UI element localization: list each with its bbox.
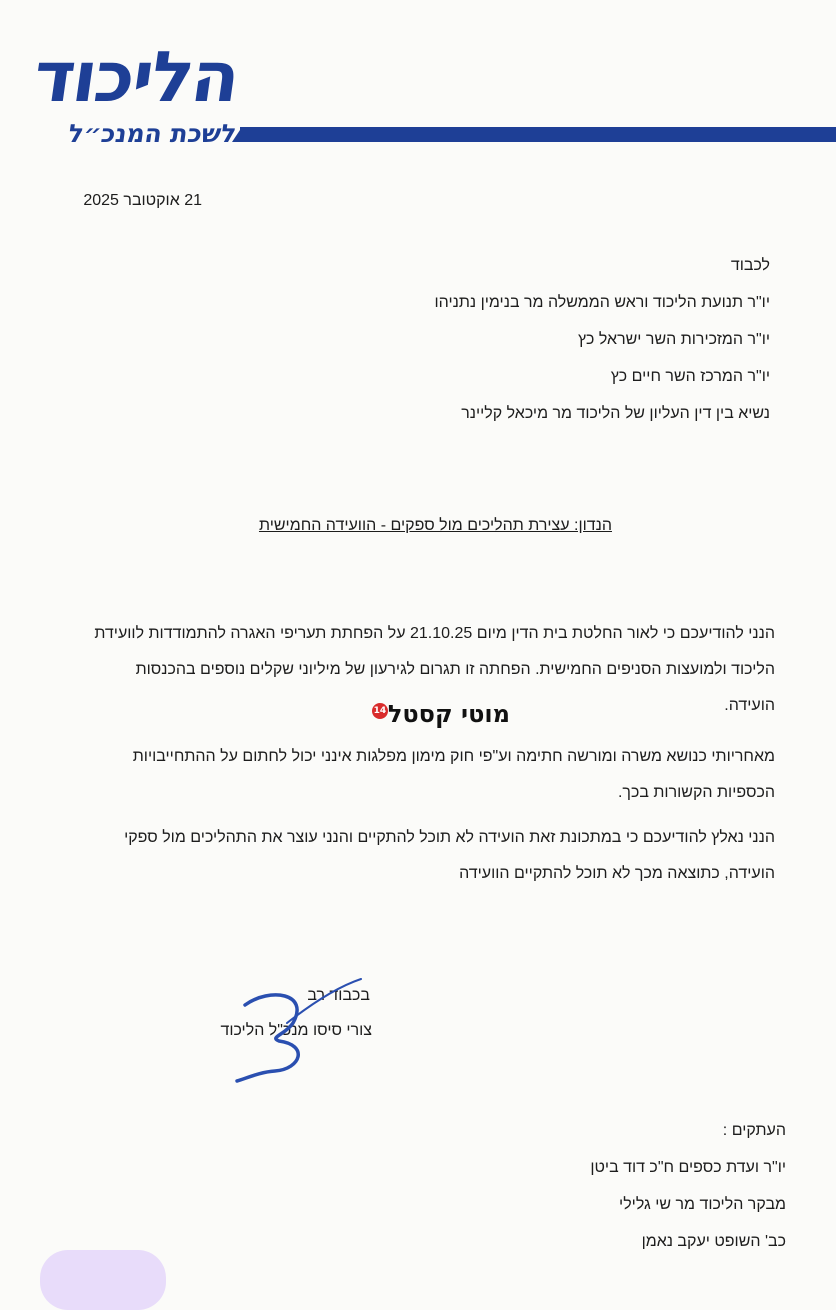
closing-regards: בכבוד רב (307, 987, 370, 1004)
recipient-line: יו"ר המרכז השר חיים כץ (610, 368, 770, 385)
letterhead-bar (240, 127, 836, 142)
recipient-line: נשיא בין דין העליון של הליכוד מר מיכאל קליינר (461, 405, 770, 422)
copy-recipient: יו"ר ועדת כספים ח"כ דוד ביטן (590, 1159, 786, 1176)
copy-recipient: מבקר הליכוד מר שי גלילי (619, 1196, 786, 1213)
recipient-line: יו"ר המזכירות השר ישראל כץ (577, 331, 770, 348)
channel-watermark (330, 700, 510, 728)
overlay-button[interactable] (40, 1250, 166, 1310)
signer-name: צורי סיסו מנכ"ל הליכוד (220, 1022, 372, 1039)
copy-recipient: כב' השופט יעקב נאמן (641, 1233, 786, 1250)
salutation: לכבוד (730, 257, 770, 274)
body-paragraph: הנני נאלץ להודיעכם כי במתכונת זאת הועידה לא תוכל להתקיים והנני עוצר את התהליכים מול ספקי הועידה, כתוצאה מכך לא תוכל להתקיים הוועידה (124, 829, 775, 882)
handwritten-signature (225, 975, 365, 1085)
body-paragraph: מאחריותי כנושא משרה ומורשה חתימה וע"פי חוק מימון מפלגות אינני יכול לחתום על ההתחייבויות הכספיות הקשורות בכך. (132, 748, 775, 801)
recipient-line: יו"ר תנועת הליכוד וראש הממשלה מר בנימין נתניהו (434, 294, 770, 311)
body-paragraph: הנני להודיעכם כי לאור החלטת בית הדין מיום 21.10.25 על הפחתת תעריפי האגרה להתמודדות לוועידת הליכוד ולמועצות הסניפים החמישית. הפחתה זו תגרום לגירעון של מיליוני שקלים נוספים בהכנסות הועידה. (94, 625, 775, 714)
letterhead-subtitle: לשכת המנכ״ל (66, 119, 239, 148)
copies-heading: העתקים : (722, 1122, 786, 1139)
letter-date: 21 אוקטובר 2025 (83, 192, 202, 209)
watermark-badge: 14 (372, 703, 388, 719)
subject-line: הנדון: עצירת תהליכים מול ספקים - הוועידה החמישית (258, 517, 612, 534)
watermark-text: מוטי קסטל (387, 700, 510, 728)
likud-logo: הליכוד (28, 36, 244, 118)
